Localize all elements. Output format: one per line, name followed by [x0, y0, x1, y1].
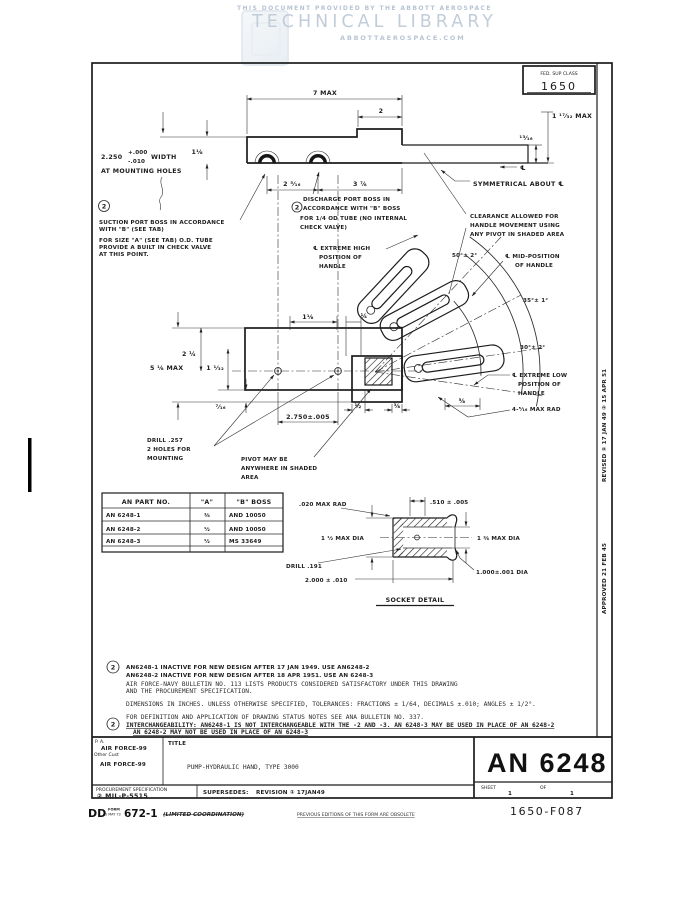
socket-dim-2000: 2.000 ± .010 — [305, 578, 348, 584]
procurement-spec-label: PROCUREMENT SPECIFICATION — [96, 788, 168, 793]
extreme-low-3: HANDLE — [518, 391, 545, 397]
suction-note-2: WITH "B" (SEE TAB) — [99, 227, 165, 233]
handle-mid-position — [376, 277, 472, 345]
suction-badge: 2 — [101, 202, 107, 211]
dd-label: DD — [88, 807, 107, 820]
table-header-part: AN PART NO. — [121, 499, 171, 506]
cell-a: ½ — [204, 539, 210, 545]
title-label: TITLE — [168, 741, 187, 747]
discharge-note-1: DISCHARGE PORT BOSS IN — [303, 197, 391, 203]
note-interchangeability-2: AN 6248-2 MAY NOT BE USED IN PLACE OF AN 6248-3 — [133, 729, 309, 736]
margin-revisions — [601, 369, 608, 614]
discharge-note-3: FOR 1/4 OD TUBE (NO INTERNAL — [300, 216, 408, 222]
dim-1-1-8-side: 1⅛ — [302, 314, 314, 321]
dim-13-16: ¹³⁄₁₆ — [519, 135, 533, 142]
discharge-note-4: CHECK VALVE) — [300, 225, 348, 231]
table-header-b-boss: "B" BOSS — [236, 499, 272, 506]
discharge-port-boss — [309, 154, 327, 163]
socket-rad-note: .020 MAX RAD — [299, 502, 347, 508]
footer — [88, 807, 415, 820]
extreme-low-2: POSITION OF — [518, 382, 562, 388]
cell-boss: MS 33649 — [229, 539, 262, 545]
form-word: FORM — [108, 807, 120, 812]
drawing-title: PUMP-HYDRAULIC HAND, TYPE 3000 — [187, 764, 299, 771]
side-view — [147, 312, 480, 481]
angle-30: 30°± 2° — [520, 345, 546, 351]
size-note-2: PROVIDE A BUILT IN CHECK VALVE — [99, 245, 212, 251]
socket-detail — [286, 497, 528, 606]
dim-2750: 2.750±.005 — [286, 414, 330, 421]
library-url: ABBOTTAEROSPACE.COM — [340, 34, 466, 42]
dim-2-5-16: 2 ⁵⁄₁₆ — [283, 181, 301, 188]
extreme-high-2: POSITION OF — [319, 255, 363, 261]
pa-air-force: AIR FORCE-99 — [101, 746, 147, 752]
dim-1-2: ½ — [354, 403, 362, 410]
socket-dia-1-1-2: 1 ½ MAX DIA — [321, 536, 364, 542]
width-at-holes: AT MOUNTING HOLES — [101, 168, 182, 175]
cell-part: AN 6248-1 — [106, 513, 141, 519]
socket-drill-note: DRILL .191 — [286, 564, 322, 570]
dim-7-16: ⁷⁄₁₆ — [215, 404, 226, 411]
approved-note: APPROVED 21 FEB 45 — [602, 542, 608, 614]
of-number: 1 — [570, 791, 575, 797]
part-number: AN 6248 — [487, 748, 608, 778]
note-bulletin-113: AIR FORCE-NAVY BULLETIN NO. 113 LISTS PRODUCTS CONSIDERED SATISFACTORY UNDER THIS DRAWING — [126, 681, 458, 688]
discharge-badge: 2 — [294, 203, 300, 212]
drill-note-2: 2 HOLES FOR — [147, 447, 191, 453]
dim-3-8: ⅜ — [393, 403, 401, 410]
extreme-high-3: HANDLE — [319, 264, 346, 270]
suction-note-1: SUCTION PORT BOSS IN ACCORDANCE — [99, 220, 225, 226]
title-block — [92, 737, 612, 818]
dim-1-17-32-max: 1 ¹⁷⁄₃₂ MAX — [552, 113, 593, 120]
socket-dia-1000: 1.000±.001 DIA — [476, 570, 528, 576]
notes-badge-1: 2 — [110, 663, 116, 672]
extreme-low-1: ℄ EXTREME LOW — [512, 373, 568, 379]
pivot-shaded-area — [365, 358, 392, 385]
cell-part: AN 6248-3 — [106, 539, 141, 545]
suction-port-boss — [258, 154, 276, 163]
angle-35: 35°± 1° — [523, 298, 549, 304]
dim-1-1-8-top: 1⅛ — [191, 149, 203, 156]
of-label: OF — [540, 786, 547, 791]
width-plus-tol: +.000 — [128, 150, 148, 156]
form-date: 1 MAY 73 — [105, 812, 121, 817]
dim-5-8: ⅝ — [458, 398, 466, 405]
max-rad-note: 4-⁵⁄₁₆ MAX RAD — [512, 407, 561, 413]
symmetrical-note: SYMMETRICAL ABOUT ℄ — [473, 181, 565, 188]
fed-sup-class-label: FED. SUP CLASS — [540, 72, 578, 77]
dim-1-1-32: 1 ¹⁄₃₂ — [206, 365, 224, 372]
revised-note: REVISED ① 17 JAN 49 ② 15 APR 51 — [602, 368, 608, 482]
cell-a: ⅜ — [204, 513, 210, 519]
provided-by-text: THIS DOCUMENT PROVIDED BY THE ABBOTT AEROSPACE — [237, 5, 492, 12]
scan-artifact-bar — [28, 438, 32, 492]
limited-coordination: (LIMITED COORDINATION) — [163, 812, 245, 818]
clearance-3: ANY PIVOT IN SHADED AREA — [470, 232, 565, 238]
clearance-2: HANDLE MOVEMENT USING — [470, 223, 560, 229]
dim-2-1-4: 2 ¼ — [182, 351, 196, 358]
procurement-spec-value: ② MIL-P-5515 — [97, 793, 149, 800]
note-bulletin-113b: AND THE PROCUREMENT SPECIFICATION. — [126, 688, 253, 695]
width-word: WIDTH — [151, 154, 177, 161]
table-row — [106, 513, 266, 519]
pivot-note-1: PIVOT MAY BE — [241, 457, 288, 463]
dim-7-max: 7 MAX — [312, 90, 338, 97]
width-value: 2.250 — [101, 154, 123, 161]
drill-note-1: DRILL .257 — [147, 438, 183, 444]
socket-dim-510: .510 ± .005 — [430, 500, 469, 506]
pivot-note-3: AREA — [241, 475, 259, 481]
socket-detail-title: SOCKET DETAIL — [385, 597, 445, 604]
fed-sup-class-value: 1650 — [541, 80, 577, 93]
pivot-note-2: ANYWHERE IN SHADED — [241, 466, 318, 472]
other-cust-label: Other Cust — [94, 753, 119, 758]
dim-3-7-8: 3 ⅞ — [353, 181, 367, 188]
note-dimensions: DIMENSIONS IN INCHES. UNLESS OTHERWISE SPECIFIED, TOLERANCES: FRACTIONS ± 1/64, DECIMALS ±.010; ANGLES ± 1/2°. — [126, 701, 536, 708]
mid-position-1: ℄ MID-POSITION — [505, 254, 560, 260]
cell-part: AN 6248-2 — [106, 527, 141, 533]
table-row — [106, 526, 266, 533]
dim-5-1-8-max: 5 ⅛ MAX — [150, 365, 184, 372]
clearance-1: CLEARANCE ALLOWED FOR — [470, 214, 559, 220]
discharge-note-2: ACCORDANCE WITH "B" BOSS — [303, 206, 401, 212]
centerline-symbol: ℄ — [520, 165, 526, 172]
angle-50: 50°± 2° — [452, 253, 478, 259]
notes — [107, 661, 555, 736]
dim-2: 2 — [378, 108, 384, 115]
handle-detail — [313, 153, 567, 417]
table-row — [106, 538, 262, 545]
sheet-label: SHEET — [481, 786, 496, 791]
table-header-a: "A" — [200, 499, 214, 506]
dim-1-4: ¼ — [360, 313, 368, 320]
cell-boss: AND 10050 — [229, 527, 266, 533]
tab-table — [102, 493, 283, 552]
size-note-3: AT THIS POINT. — [99, 252, 149, 258]
socket-dia-1-3-8: 1 ⅜ MAX DIA — [477, 536, 520, 542]
size-note-1: FOR SIZE "A" (SEE TAB) O.D. TUBE — [99, 238, 213, 244]
cell-a: ½ — [204, 527, 210, 533]
obsolete-note: PREVIOUS EDITIONS OF THIS FORM ARE OBSOLETE — [297, 813, 415, 818]
notes-badge-2: 2 — [110, 720, 116, 729]
form-code: 1650-F087 — [510, 805, 584, 818]
form-number: 672-1 — [124, 808, 158, 820]
sheet-number: 1 — [508, 791, 513, 797]
drill-note-3: MOUNTING — [147, 456, 184, 462]
library-title: TECHNICAL LIBRARY — [252, 12, 497, 32]
note-ana-337: FOR DEFINITION AND APPLICATION OF DRAWING STATUS NOTES SEE ANA BULLETIN NO. 337. — [126, 714, 425, 721]
cell-boss: AND 10050 — [229, 513, 266, 519]
mid-position-2: OF HANDLE — [515, 263, 554, 269]
note-inactive-1: AN6248-1 INACTIVE FOR NEW DESIGN AFTER 17 JAN 1949. USE AN6248-2 — [126, 665, 370, 671]
revision-entry: REVISION ① 17JAN49 — [256, 790, 325, 796]
note-interchangeability: INTERCHANGEABILITY: AN6248-1 IS NOT INTERCHANGEABLE WITH THE -2 AND -3. AN 6248-3 MAY BE USED IN PLACE OF AN 6248-2 — [126, 722, 555, 729]
note-inactive-2: AN6248-2 INACTIVE FOR NEW DESIGN AFTER 18 APR 1951. USE AN 6248-3 — [126, 673, 374, 679]
pa-label: P. A. — [95, 740, 105, 745]
other-air-force: AIR FORCE-99 — [100, 762, 146, 768]
supersedes-label: SUPERSEDES: — [203, 790, 249, 796]
width-minus-tol: -.010 — [128, 159, 146, 165]
extreme-high-1: ℄ EXTREME HIGH — [313, 246, 371, 252]
